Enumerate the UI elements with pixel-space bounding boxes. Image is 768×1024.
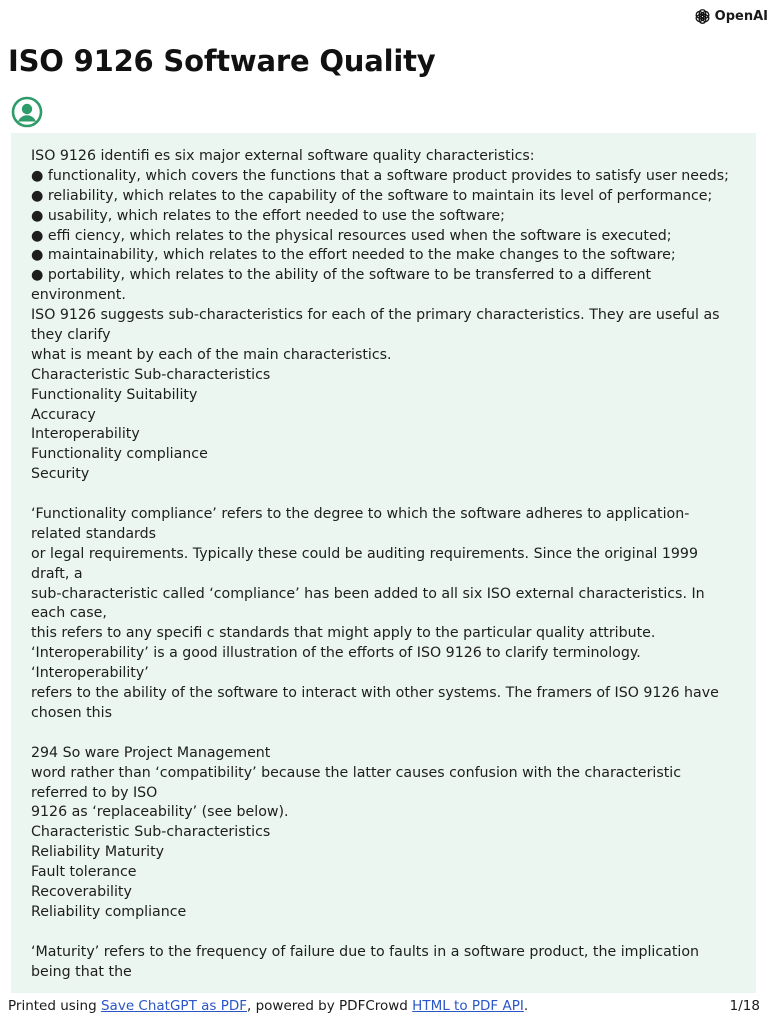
text-line: 294 So ware Project Management xyxy=(31,744,271,761)
print-footer xyxy=(8,996,760,1016)
text-line: Characteristic Sub-characteristics xyxy=(31,366,271,383)
text-line: chosen this xyxy=(31,704,112,721)
brand-header xyxy=(694,6,768,26)
footer-prefix: Printed using xyxy=(8,998,101,1014)
text-line: Security xyxy=(31,466,90,483)
text-line: Accuracy xyxy=(31,406,96,423)
text-line: ‘Maturity’ refers to the frequency of failure due to faults in a software product, the implication xyxy=(31,943,700,960)
text-line: Fault tolerance xyxy=(31,864,137,881)
text-line: what is meant by each of the main characteristics. xyxy=(31,346,392,363)
text-line: word rather than ‘compatibility’ because the latter causes confusion with the characteristic xyxy=(31,764,682,781)
text-line: ISO 9126 identifi es six major external software quality characteristics: xyxy=(31,148,535,164)
text-line: refers to the ability of the software to interact with other systems. The framers of ISO 9126 have xyxy=(31,685,719,702)
text-line: ● maintainability, which relates to the effort needed to the make changes to the software; xyxy=(31,247,676,264)
text-line: Characteristic Sub-characteristics xyxy=(31,824,271,841)
text-line: ● usability, which relates to the effort needed to use the software; xyxy=(31,207,505,224)
text-line: they clarify xyxy=(31,327,111,344)
text-line: ‘Functionality compliance’ refers to the degree to which the software adheres to application- xyxy=(31,506,690,523)
text-line: environment. xyxy=(31,287,126,304)
text-line: Functionality Suitability xyxy=(31,386,198,403)
blank-line xyxy=(31,923,747,943)
text-line: ‘Interoperability’ xyxy=(31,665,149,682)
text-line: Reliability compliance xyxy=(31,903,187,920)
message-text xyxy=(31,147,747,982)
text-line: 9126 as ‘replaceability’ (see below). xyxy=(31,804,289,821)
openai-logo-icon xyxy=(694,8,711,25)
text-line: ISO 9126 suggests sub-characteristics for each of the primary characteristics. They are useful as xyxy=(31,307,720,324)
text-line: related standards xyxy=(31,525,157,542)
text-line: ● portability, which relates to the ability of the software to be transferred to a different xyxy=(31,267,652,284)
footer-middle: , powered by PDFCrowd xyxy=(247,998,413,1014)
text-line: Interoperability xyxy=(31,426,140,443)
text-line: ● reliability, which relates to the capability of the software to maintain its level of performance; xyxy=(31,187,713,204)
text-line: Functionality compliance xyxy=(31,446,208,463)
text-line: this refers to any specifi c standards that might apply to the particular quality attribute. xyxy=(31,625,656,642)
brand-name: OpenAI xyxy=(714,8,768,24)
footer-suffix: . xyxy=(523,998,529,1014)
blank-line xyxy=(31,485,747,505)
blank-line xyxy=(31,724,747,744)
text-line: Reliability Maturity xyxy=(31,844,165,861)
text-line: referred to by ISO xyxy=(31,784,158,801)
text-line: ‘Interoperability’ is a good illustration of the efforts of ISO 9126 to clarify terminology. xyxy=(31,645,641,662)
text-line: draft, a xyxy=(31,565,83,582)
text-line: ● effi ciency, which relates to the physical resources used when the software is executed; xyxy=(31,227,672,244)
text-line: Recoverability xyxy=(31,883,132,900)
html-to-pdf-link[interactable]: HTML to PDF API xyxy=(412,998,524,1014)
user-avatar-icon xyxy=(11,96,43,128)
save-chatgpt-link[interactable]: Save ChatGPT as PDF xyxy=(100,998,247,1014)
text-line: being that the xyxy=(31,963,132,980)
page-title: ISO 9126 Software Quality xyxy=(8,44,436,78)
page-number: 1/18 xyxy=(729,998,760,1014)
text-line: sub-characteristic called ‘compliance’ has been added to all six ISO external characteristics. In xyxy=(31,585,705,602)
text-line: or legal requirements. Typically these could be auditing requirements. Since the original 1999 xyxy=(31,545,698,562)
text-line: each case, xyxy=(31,605,107,622)
text-line: ● functionality, which covers the functions that a software product provides to satisfy user needs; xyxy=(31,167,729,184)
